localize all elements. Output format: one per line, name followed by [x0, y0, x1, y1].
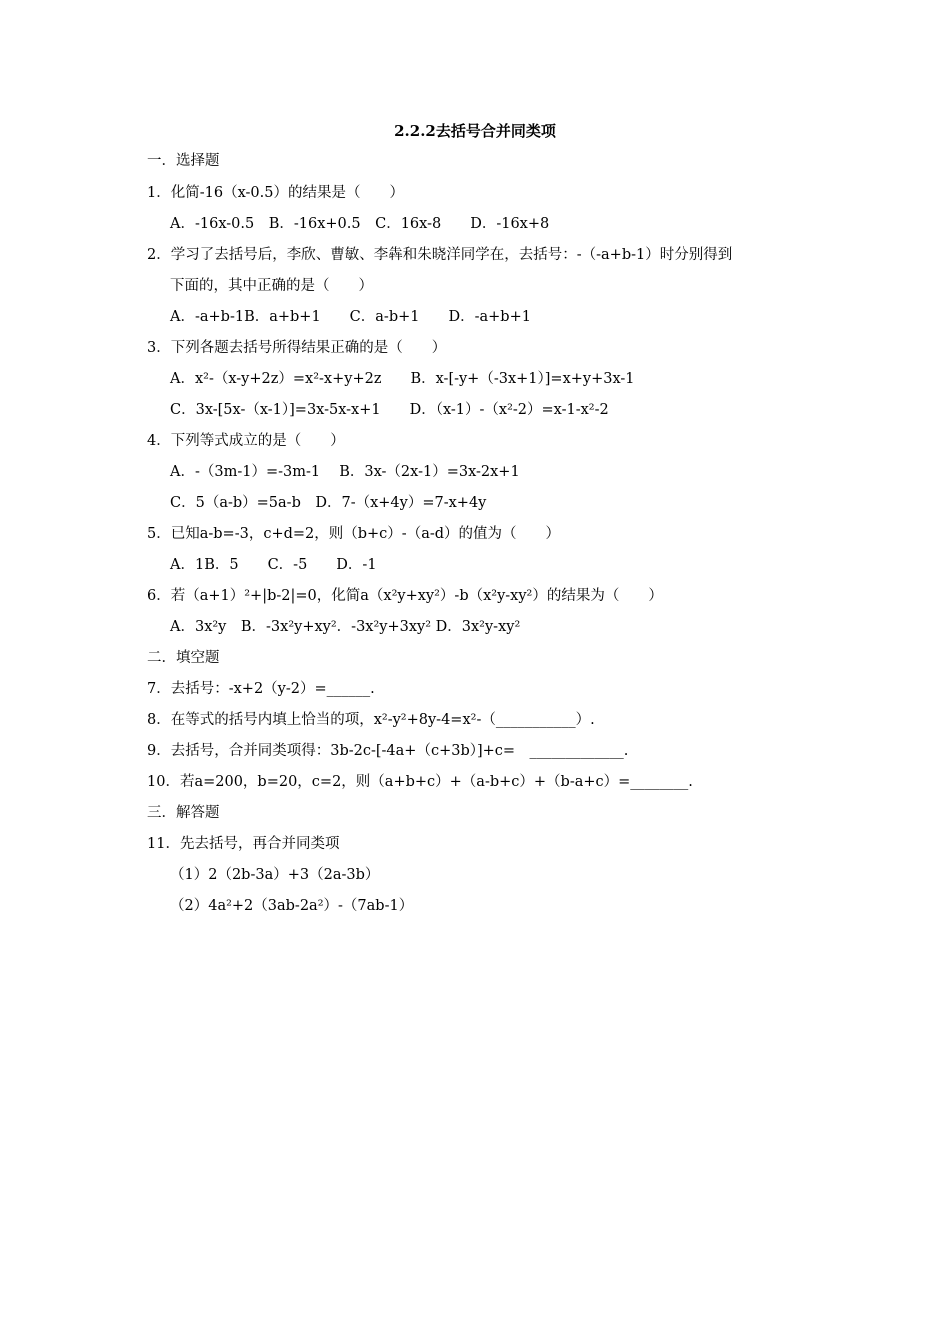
- question-11: 11．先去括号，再合并同类项: [147, 836, 340, 852]
- question-10: 10．若a=200，b=20，c=2，则（a+b+c）+（a-b+c）+（b-a+c）=________.: [147, 774, 693, 790]
- question-1-options: A．-16x-0.5 B．-16x+0.5 C．16x-8 D．-16x+8: [170, 216, 550, 232]
- section-heading-choice: 一．选择题: [147, 153, 220, 169]
- question-5-options: A．1B．5 C．-5 D．-1: [170, 557, 377, 573]
- question-3-options-ab: A．x²-（x-y+2z）=x²-x+y+2z B．x-[-y+（-3x+1）]=x+y+3x-1: [170, 371, 635, 387]
- section-heading-fill: 二．填空题: [147, 650, 220, 666]
- question-8: 8．在等式的括号内填上恰当的项，x²-y²+8y-4=x²-（___________）.: [147, 712, 595, 728]
- question-3-options-cd: C．3x-[5x-（x-1）]=3x-5x-x+1 D．（x-1）-（x²-2）=x-1-x²-2: [170, 402, 609, 418]
- question-6-options: A．3x²y B．-3x²y+xy²．-3x²y+3xy² D．3x²y-xy²: [170, 619, 521, 635]
- question-2: 2．学习了去括号后，李欣、曹敏、李犇和朱晓洋同学在，去括号：-（-a+b-1）时分别得到: [147, 247, 733, 263]
- question-11-part-2: （2）4a²+2（3ab-2a²）-（7ab-1）: [170, 898, 414, 914]
- question-9: 9．去括号，合并同类项得：3b-2c-[-4a+（c+3b）]+c= _____________.: [147, 743, 629, 759]
- question-1: 1．化简-16（x-0.5）的结果是（ ）: [147, 185, 404, 201]
- question-6: 6．若（a+1）²+|b-2|=0，化简a（x²y+xy²）-b（x²y-xy²）的结果为（ ）: [147, 588, 663, 604]
- question-4-options-ab: A．-（3m-1）=-3m-1 B．3x-（2x-1）=3x-2x+1: [170, 464, 520, 480]
- question-5: 5．已知a-b=-3，c+d=2，则（b+c）-（a-d）的值为（ ）: [147, 526, 561, 542]
- section-heading-solve: 三．解答题: [147, 805, 220, 821]
- question-7: 7．去括号：-x+2（y-2）=______.: [147, 681, 375, 697]
- question-11-part-1: （1）2（2b-3a）+3（2a-3b）: [170, 867, 380, 883]
- question-2-options: A．-a+b-1B．a+b+1 C．a-b+1 D．-a+b+1: [170, 309, 531, 325]
- question-4-options-cd: C．5（a-b）=5a-b D．7-（x+4y）=7-x+4y: [170, 495, 487, 511]
- question-3: 3．下列各题去括号所得结果正确的是（ ）: [147, 340, 447, 356]
- question-4: 4．下列等式成立的是（ ）: [147, 433, 345, 449]
- question-2-continuation: 下面的，其中正确的是（ ）: [170, 278, 373, 294]
- document-title: 2.2.2去括号合并同类项: [394, 122, 556, 140]
